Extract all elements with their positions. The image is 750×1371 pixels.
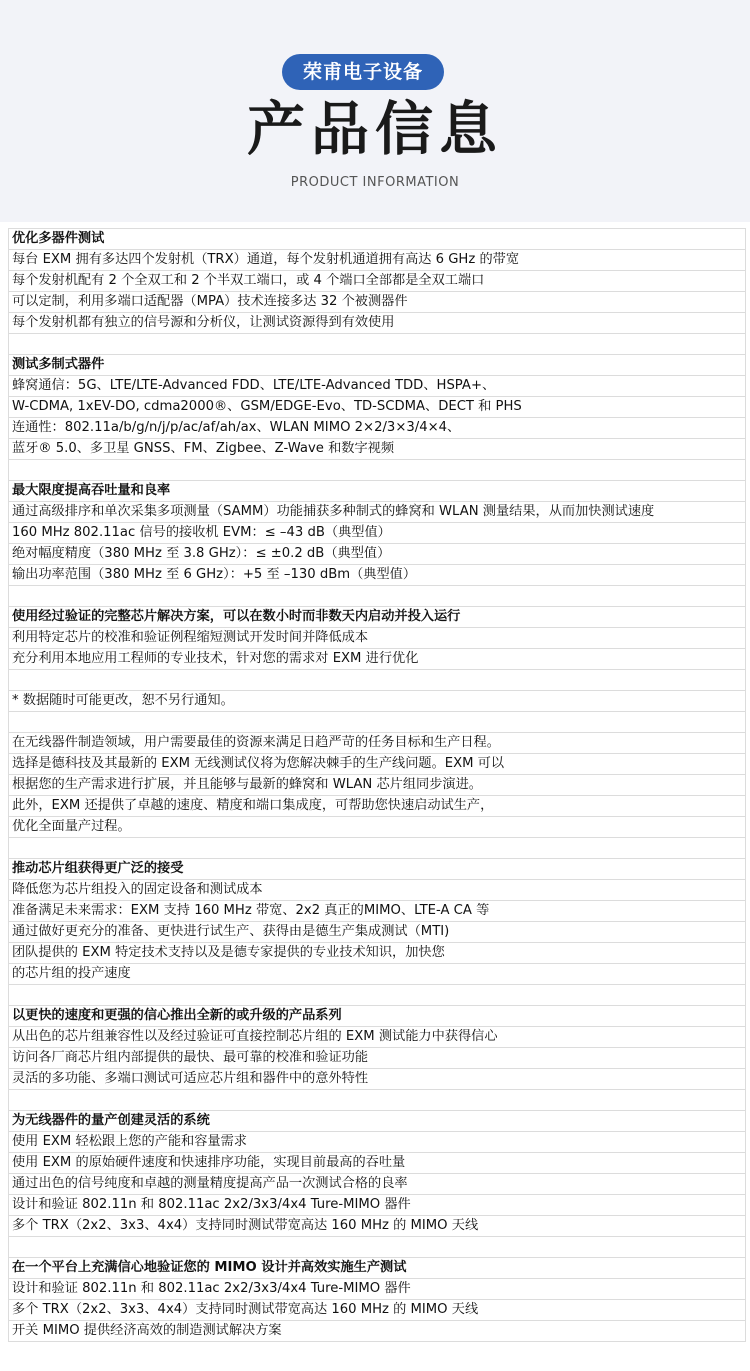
blank-row [9, 586, 746, 607]
row-text: 根据您的生产需求进行扩展，并且能够与最新的蜂窝和 WLAN 芯片组同步演进。 [9, 775, 746, 796]
section-heading-row [9, 229, 746, 250]
text-row [9, 922, 746, 943]
blank-row [9, 838, 746, 859]
row-text: 的芯片组的投产速度 [9, 964, 746, 985]
text-row [9, 1279, 746, 1300]
section-heading-row [9, 1111, 746, 1132]
blank-row [9, 1237, 746, 1258]
row-text: 通过做好更充分的准备、更快进行试生产、获得由是德生产集成测试（MTI) [9, 922, 746, 943]
page-header [0, 0, 750, 222]
row-text: 绝对幅度精度（380 MHz 至 3.8 GHz）：≤ ±0.2 dB（典型值） [9, 544, 746, 565]
row-text: 选择是德科技及其最新的 EXM 无线测试仪将为您解决棘手的生产线问题。EXM 可以 [9, 754, 746, 775]
row-text: 准备满足未来需求：EXM 支持 160 MHz 带宽、2x2 真正的MIMO、LTE-A CA 等 [9, 901, 746, 922]
row-text: 团队提供的 EXM 特定技术支持以及是德专家提供的专业技术知识，加快您 [9, 943, 746, 964]
row-text: 蓝牙® 5.0、多卫星 GNSS、FM、Zigbee、Z-Wave 和数字视频 [9, 439, 746, 460]
row-text [9, 1237, 746, 1258]
text-row [9, 502, 746, 523]
text-row [9, 1321, 746, 1342]
row-text [9, 670, 746, 691]
text-row [9, 901, 746, 922]
text-row [9, 1300, 746, 1321]
text-row [9, 1195, 746, 1216]
section-heading: 最大限度提高吞吐量和良率 [9, 481, 746, 502]
row-text [9, 985, 746, 1006]
section-heading: 在一个平台上充满信心地验证您的 MIMO 设计并高效实施生产测试 [9, 1258, 746, 1279]
row-text: 输出功率范围（380 MHz 至 6 GHz）：+5 至 –130 dBm（典型值） [9, 565, 746, 586]
page-subtitle: PRODUCT INFORMATION [290, 175, 460, 190]
text-row [9, 292, 746, 313]
row-text [9, 460, 746, 481]
text-row [9, 250, 746, 271]
text-row [9, 628, 746, 649]
row-text [9, 838, 746, 859]
section-heading: 优化多器件测试 [9, 229, 746, 250]
text-row [9, 565, 746, 586]
text-row [9, 1153, 746, 1174]
text-row [9, 1132, 746, 1153]
section-heading: 使用经过验证的完整芯片解决方案，可以在数小时而非数天内启动并投入运行 [9, 607, 746, 628]
text-row [9, 964, 746, 985]
section-heading-row [9, 355, 746, 376]
row-text: 可以定制，利用多端口适配器（MPA）技术连接多达 32 个被测器件 [9, 292, 746, 313]
text-row [9, 418, 746, 439]
row-text: 降低您为芯片组投入的固定设备和测试成本 [9, 880, 746, 901]
row-text: 每个发射机配有 2 个全双工和 2 个半双工端口，或 4 个端口全部都是全双工端口 [9, 271, 746, 292]
text-row [9, 754, 746, 775]
section-heading: 测试多制式器件 [9, 355, 746, 376]
text-row [9, 397, 746, 418]
text-row [9, 1174, 746, 1195]
text-row [9, 271, 746, 292]
row-text [9, 586, 746, 607]
row-text: 利用特定芯片的校准和验证例程缩短测试开发时间并降低成本 [9, 628, 746, 649]
product-info-sheet [8, 228, 746, 1342]
section-heading: 为无线器件的量产创建灵活的系统 [9, 1111, 746, 1132]
text-row [9, 1048, 746, 1069]
row-text: 在无线器件制造领域，用户需要最佳的资源来满足日趋严苛的任务目标和生产日程。 [9, 733, 746, 754]
section-heading: 推动芯片组获得更广泛的接受 [9, 859, 746, 880]
row-text: 多个 TRX（2x2、3x3、4x4）支持同时测试带宽高达 160 MHz 的 MIMO 天线 [9, 1216, 746, 1237]
text-row [9, 649, 746, 670]
section-heading-row [9, 1258, 746, 1279]
text-row [9, 1216, 746, 1237]
brand-badge: 荣甫电子设备 [282, 54, 444, 90]
row-text: * 数据随时可能更改，恕不另行通知。 [9, 691, 746, 712]
text-row [9, 796, 746, 817]
row-text [9, 334, 746, 355]
row-text: 充分利用本地应用工程师的专业技术，针对您的需求对 EXM 进行优化 [9, 649, 746, 670]
row-text: 蜂窝通信：5G、LTE/LTE-Advanced FDD、LTE/LTE-Advanced TDD、HSPA+、 [9, 376, 746, 397]
row-text: 设计和验证 802.11n 和 802.11ac 2x2/3x3/4x4 Ture-MIMO 器件 [9, 1195, 746, 1216]
blank-row [9, 670, 746, 691]
page-title: 产品信息 [246, 95, 503, 163]
row-text: 通过高级排序和单次采集多项测量（SAMM）功能捕获多种制式的蜂窝和 WLAN 测量结果，从而加快测试速度 [9, 502, 746, 523]
section-heading-row [9, 607, 746, 628]
text-row [9, 523, 746, 544]
section-heading: 以更快的速度和更强的信心推出全新的或升级的产品系列 [9, 1006, 746, 1027]
row-text [9, 1090, 746, 1111]
text-row [9, 733, 746, 754]
row-text: 优化全面量产过程。 [9, 817, 746, 838]
row-text: 设计和验证 802.11n 和 802.11ac 2x2/3x3/4x4 Ture-MIMO 器件 [9, 1279, 746, 1300]
text-row [9, 775, 746, 796]
row-text: 使用 EXM 的原始硬件速度和快速排序功能，实现目前最高的吞吐量 [9, 1153, 746, 1174]
text-row [9, 1027, 746, 1048]
text-row [9, 943, 746, 964]
blank-row [9, 712, 746, 733]
blank-row [9, 460, 746, 481]
row-text: 通过出色的信号纯度和卓越的测量精度提高产品一次测试合格的良率 [9, 1174, 746, 1195]
text-row [9, 691, 746, 712]
row-text: 每个发射机都有独立的信号源和分析仪，让测试资源得到有效使用 [9, 313, 746, 334]
blank-row [9, 1090, 746, 1111]
row-text: 多个 TRX（2x2、3x3、4x4）支持同时测试带宽高达 160 MHz 的 MIMO 天线 [9, 1300, 746, 1321]
row-text: 160 MHz 802.11ac 信号的接收机 EVM：≤ –43 dB（典型值） [9, 523, 746, 544]
row-text [9, 712, 746, 733]
row-text: 访问各厂商芯片组内部提供的最快、最可靠的校准和验证功能 [9, 1048, 746, 1069]
blank-row [9, 334, 746, 355]
row-text: 使用 EXM 轻松跟上您的产能和容量需求 [9, 1132, 746, 1153]
text-row [9, 439, 746, 460]
row-text: 连通性：802.11a/b/g/n/j/p/ac/af/ah/ax、WLAN MIMO 2×2/3×3/4×4、 [9, 418, 746, 439]
section-heading-row [9, 481, 746, 502]
text-row [9, 544, 746, 565]
text-row [9, 1069, 746, 1090]
row-text: 开关 MIMO 提供经济高效的制造测试解决方案 [9, 1321, 746, 1342]
text-row [9, 376, 746, 397]
text-row [9, 880, 746, 901]
blank-row [9, 985, 746, 1006]
row-text: 从出色的芯片组兼容性以及经过验证可直接控制芯片组的 EXM 测试能力中获得信心 [9, 1027, 746, 1048]
row-text: 此外，EXM 还提供了卓越的速度、精度和端口集成度，可帮助您快速启动试生产， [9, 796, 746, 817]
section-heading-row [9, 1006, 746, 1027]
row-text: 每台 EXM 拥有多达四个发射机（TRX）通道，每个发射机通道拥有高达 6 GHz 的带宽 [9, 250, 746, 271]
row-text: W-CDMA, 1xEV-DO, cdma2000®、GSM/EDGE-Evo、TD-SCDMA、DECT 和 PHS [9, 397, 746, 418]
row-text: 灵活的多功能、多端口测试可适应芯片组和器件中的意外特性 [9, 1069, 746, 1090]
text-row [9, 313, 746, 334]
text-row [9, 817, 746, 838]
product-info-table [8, 228, 746, 1342]
section-heading-row [9, 859, 746, 880]
